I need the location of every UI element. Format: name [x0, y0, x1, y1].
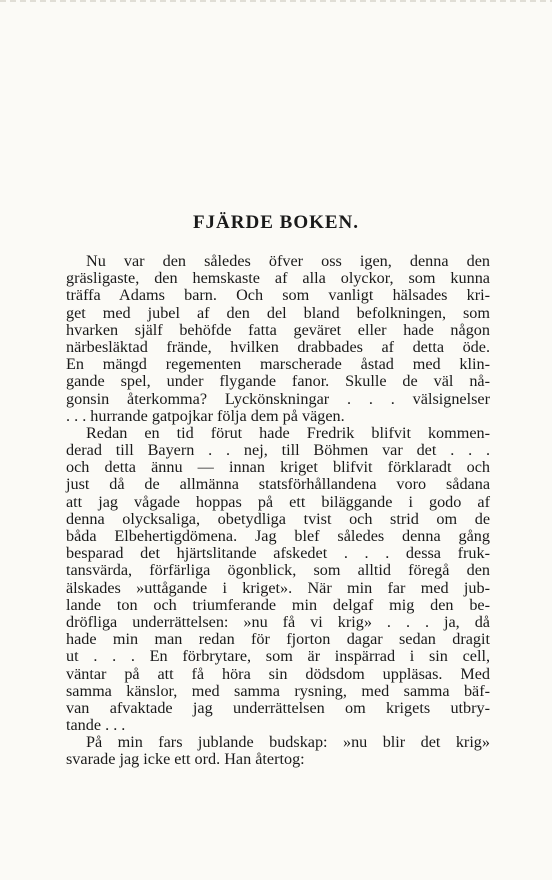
text-line: gande spel, under flygande fanor. Skulle de väl nå-: [66, 372, 490, 391]
chapter-title: FJÄRDE BOKEN.: [192, 212, 360, 233]
text-line: denna olycksaliga, obetydliga tvist och strid om de: [66, 509, 490, 528]
text-line: tansvärda, förfärliga ögonblick, som alltid föregå den: [66, 561, 490, 580]
text-line: ut . . . En förbrytare, som är inspärrad i sin cell,: [66, 647, 490, 666]
text-line: derad till Bayern . . nej, till Böhmen var det . . .: [66, 441, 490, 460]
text-line: samma känslor, med samma rysning, med samma bäf-: [66, 681, 490, 700]
text-line: gräsligaste, den hemskaste af alla olyckor, som kunna: [66, 269, 490, 288]
text-line: get med jubel af den del bland befolkningen, som: [66, 303, 490, 322]
text-line: just då de allmänna statsförhållandena voro sådana: [66, 475, 490, 494]
text-line: På min fars jublande budskap: »nu blir det krig»: [86, 733, 490, 752]
text-line: närbesläktad frände, hvilken drabbades af detta öde.: [66, 337, 490, 356]
text-line: svarade jag icke ett ord. Han återtog:: [66, 750, 305, 769]
text-line: Redan en tid förut hade Fredrik blifvit kommen-: [86, 423, 490, 442]
text-line: älskades »uttågande i kriget». När min far med jub-: [66, 578, 490, 597]
text-line: och detta ännu — innan kriget blifvit förklaradt och: [66, 458, 490, 477]
text-line: hade min man redan för fjorton dagar sedan dragit: [66, 630, 490, 649]
text-line: att jag vågade hoppas på ett biläggande i godo af: [66, 492, 490, 511]
text-line: dröfliga underrättelsen: »nu få vi krig» . . . ja, då: [66, 612, 490, 631]
text-line: . . . hurrande gatpojkar följa dem på vägen.: [66, 406, 345, 425]
text-line: lande ton och triumferande min delgaf mig den be-: [66, 595, 490, 614]
text-line: träffa Adams barn. Och som vanligt hälsades kri-: [66, 286, 490, 305]
page-top-edge: [0, 0, 552, 2]
text-line: tande . . .: [66, 716, 126, 735]
text-line: Nu var den således öfver oss igen, denna den: [86, 252, 490, 270]
text-line: En mängd regementen marscherade åstad med klin-: [66, 355, 490, 374]
text-line: van afvaktade jag underrättelsen om krigets utbry-: [66, 698, 490, 717]
body-text: [66, 253, 490, 769]
text-line: besparad det hjärtslitande afskedet . . . dessa fruk-: [66, 544, 490, 563]
text-line: hvarken själf behöfde fatta geväret eller hade någon: [66, 320, 490, 339]
text-line: väntar på att få höra sin dödsdom uppläsas. Med: [66, 664, 490, 683]
text-line: gonsin återkomma? Lyckönskningar . . . välsignelser: [66, 389, 490, 408]
text-line: båda Elbehertigdömena. Jag blef således denna gång: [66, 527, 490, 545]
